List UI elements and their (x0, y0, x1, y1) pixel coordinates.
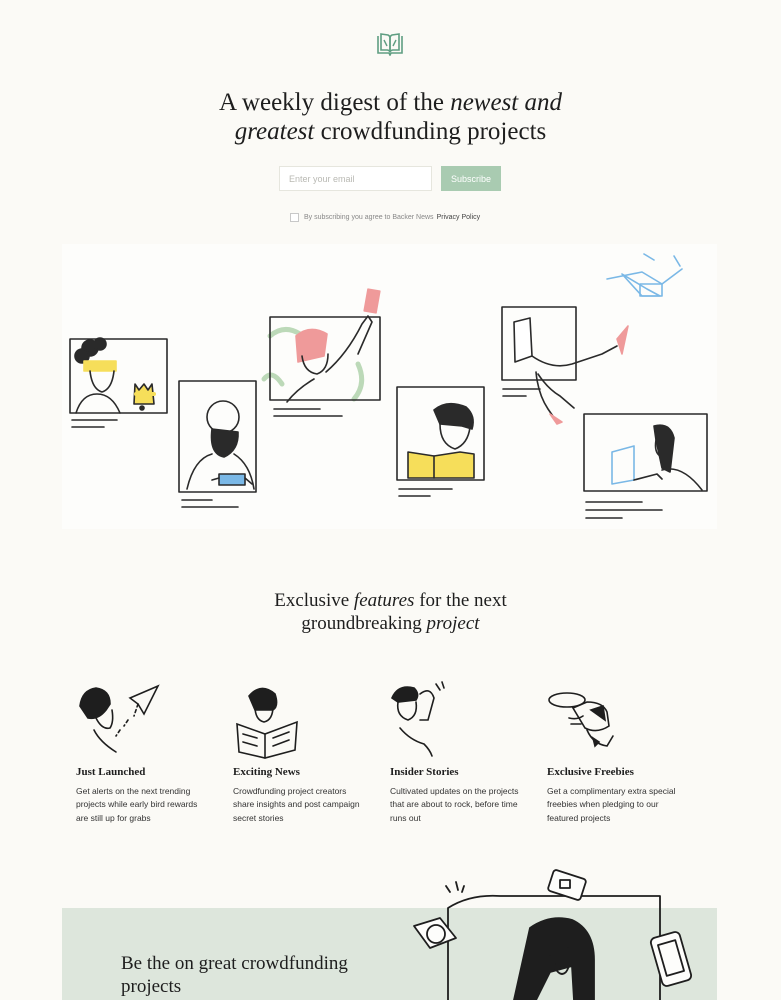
email-field[interactable] (279, 166, 432, 191)
consent-text: By subscribing you agree to Backer News (304, 213, 434, 221)
feature-description: Cultivated updates on the projects that are about to rock, before time runs out (390, 786, 519, 823)
feature-description: Crowdfunding project creators share insights and post campaign secret stories (233, 786, 360, 823)
hero-title (0, 88, 781, 146)
subscribe-button[interactable]: Subscribe (441, 166, 501, 191)
hero-title-text: A weekly digest of the (219, 89, 451, 116)
hero-illustration (62, 244, 717, 529)
features-title (0, 589, 781, 635)
feature-title: Exclusive Freebies (547, 766, 634, 778)
feature-title: Exciting News (233, 766, 300, 778)
feature-exclusive-freebies (547, 680, 687, 823)
feature-title: Just Launched (76, 766, 146, 778)
whispering-person-icon (390, 680, 480, 760)
features-title-text: Exclusive (274, 590, 354, 611)
angel-dog-icon (547, 680, 637, 760)
cta-illustration (410, 868, 710, 1000)
feature-description: Get alerts on the next trending projects while early bird rewards are still up for grabs (76, 786, 198, 823)
window-person-with-cat (70, 338, 167, 427)
feature-insider-stories (390, 680, 530, 823)
feature-exciting-news (233, 680, 373, 823)
window-running-legs (502, 307, 628, 424)
features-title-text: groundbreaking (301, 613, 427, 634)
paper-plane-person-icon (76, 680, 166, 760)
window-reading-man (397, 387, 484, 496)
hero-title-text: crowdfunding projects (314, 118, 547, 145)
hero-title-emphasis: newest and (450, 89, 562, 116)
feature-just-launched (76, 680, 216, 823)
features-title-emphasis: features (353, 590, 415, 611)
cta-title: Be the on great crowdfunding projects (121, 953, 348, 997)
window-bald-bearded-man (179, 381, 256, 507)
newspaper-reader-icon (233, 680, 323, 760)
privacy-policy-link[interactable]: Privacy Policy (436, 213, 481, 221)
features-title-text: for the next (414, 590, 507, 611)
drone-icon (607, 254, 682, 296)
feature-title: Insider Stories (390, 766, 459, 778)
window-woman-laptop (584, 414, 707, 518)
consent-row (290, 211, 480, 223)
features-title-emphasis: project (426, 613, 480, 634)
feature-description: Get a complimentary extra special freebies when pledging to our featured projects (547, 786, 676, 823)
open-book-icon[interactable] (376, 32, 404, 56)
hero-title-emphasis: greatest (234, 118, 315, 145)
consent-checkbox[interactable] (290, 213, 299, 222)
window-waving-redhead (264, 289, 380, 416)
